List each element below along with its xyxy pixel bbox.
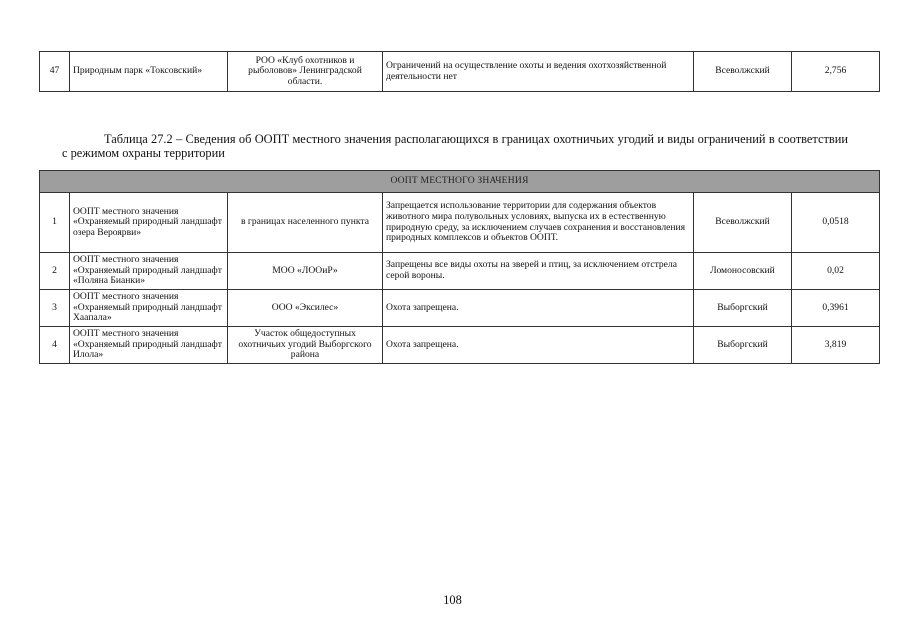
table-row bbox=[40, 327, 880, 364]
restrictions: Запрещены все виды охоты на зверей и птиц, за исключением отстрела серой вороны. bbox=[383, 253, 694, 290]
user-name: в границах населенного пункта bbox=[228, 193, 383, 253]
row-number: 4 bbox=[40, 327, 70, 364]
area-name: ООПТ местного значения «Охраняемый природный ландшафт озера Вероярви» bbox=[70, 193, 228, 253]
restrictions: Запрещается использование территории для содержания объектов животного мира полувольных условиях, выпуска их в естественную природную среду, за исключением случаев сохранения и восстановления природных комплексов и объектов ООПТ. bbox=[383, 193, 694, 253]
section-header: ООПТ МЕСТНОГО ЗНАЧЕНИЯ bbox=[40, 171, 880, 193]
row-number: 1 bbox=[40, 193, 70, 253]
district: Всеволжский bbox=[694, 52, 792, 92]
area-value: 0,02 bbox=[792, 253, 880, 290]
table-row bbox=[40, 193, 880, 253]
user-name: МОО «ЛООиР» bbox=[228, 253, 383, 290]
table-row bbox=[40, 290, 880, 327]
row-number: 2 bbox=[40, 253, 70, 290]
table-caption: Таблица 27.2 – Сведения об ООПТ местного значения располагающихся в границах охотничьих угодий и виды ограничений в соответствии с режимом охраны территории bbox=[62, 132, 848, 160]
section-header-row bbox=[40, 171, 880, 193]
area-value: 2,756 bbox=[792, 52, 880, 92]
top-table bbox=[39, 51, 880, 92]
user-name: РОО «Клуб охотников и рыболовов» Ленинградской области. bbox=[228, 52, 383, 92]
restrictions: Охота запрещена. bbox=[383, 327, 694, 364]
user-name: ООО «Эксилес» bbox=[228, 290, 383, 327]
table-row bbox=[40, 253, 880, 290]
restrictions: Охота запрещена. bbox=[383, 290, 694, 327]
user-name: Участок общедоступных охотничьих угодий Выборгского района bbox=[228, 327, 383, 364]
area-name: Природным парк «Токсовский» bbox=[70, 52, 228, 92]
area-name: ООПТ местного значения «Охраняемый природный ландшафт «Поляна Бианки» bbox=[70, 253, 228, 290]
area-name: ООПТ местного значения «Охраняемый природный ландшафт Илола» bbox=[70, 327, 228, 364]
main-table bbox=[39, 170, 880, 364]
area-name: ООПТ местного значения «Охраняемый природный ландшафт Хаапала» bbox=[70, 290, 228, 327]
area-value: 0,0518 bbox=[792, 193, 880, 253]
area-value: 3,819 bbox=[792, 327, 880, 364]
page-number: 108 bbox=[443, 593, 462, 607]
table-row bbox=[40, 52, 880, 92]
row-number: 47 bbox=[40, 52, 70, 92]
district: Выборгский bbox=[694, 327, 792, 364]
district: Ломоносовский bbox=[694, 253, 792, 290]
area-value: 0,3961 bbox=[792, 290, 880, 327]
row-number: 3 bbox=[40, 290, 70, 327]
district: Выборгский bbox=[694, 290, 792, 327]
restrictions: Ограничений на осуществление охоты и ведения охотхозяйственной деятельности нет bbox=[383, 52, 694, 92]
district: Всеволжский bbox=[694, 193, 792, 253]
